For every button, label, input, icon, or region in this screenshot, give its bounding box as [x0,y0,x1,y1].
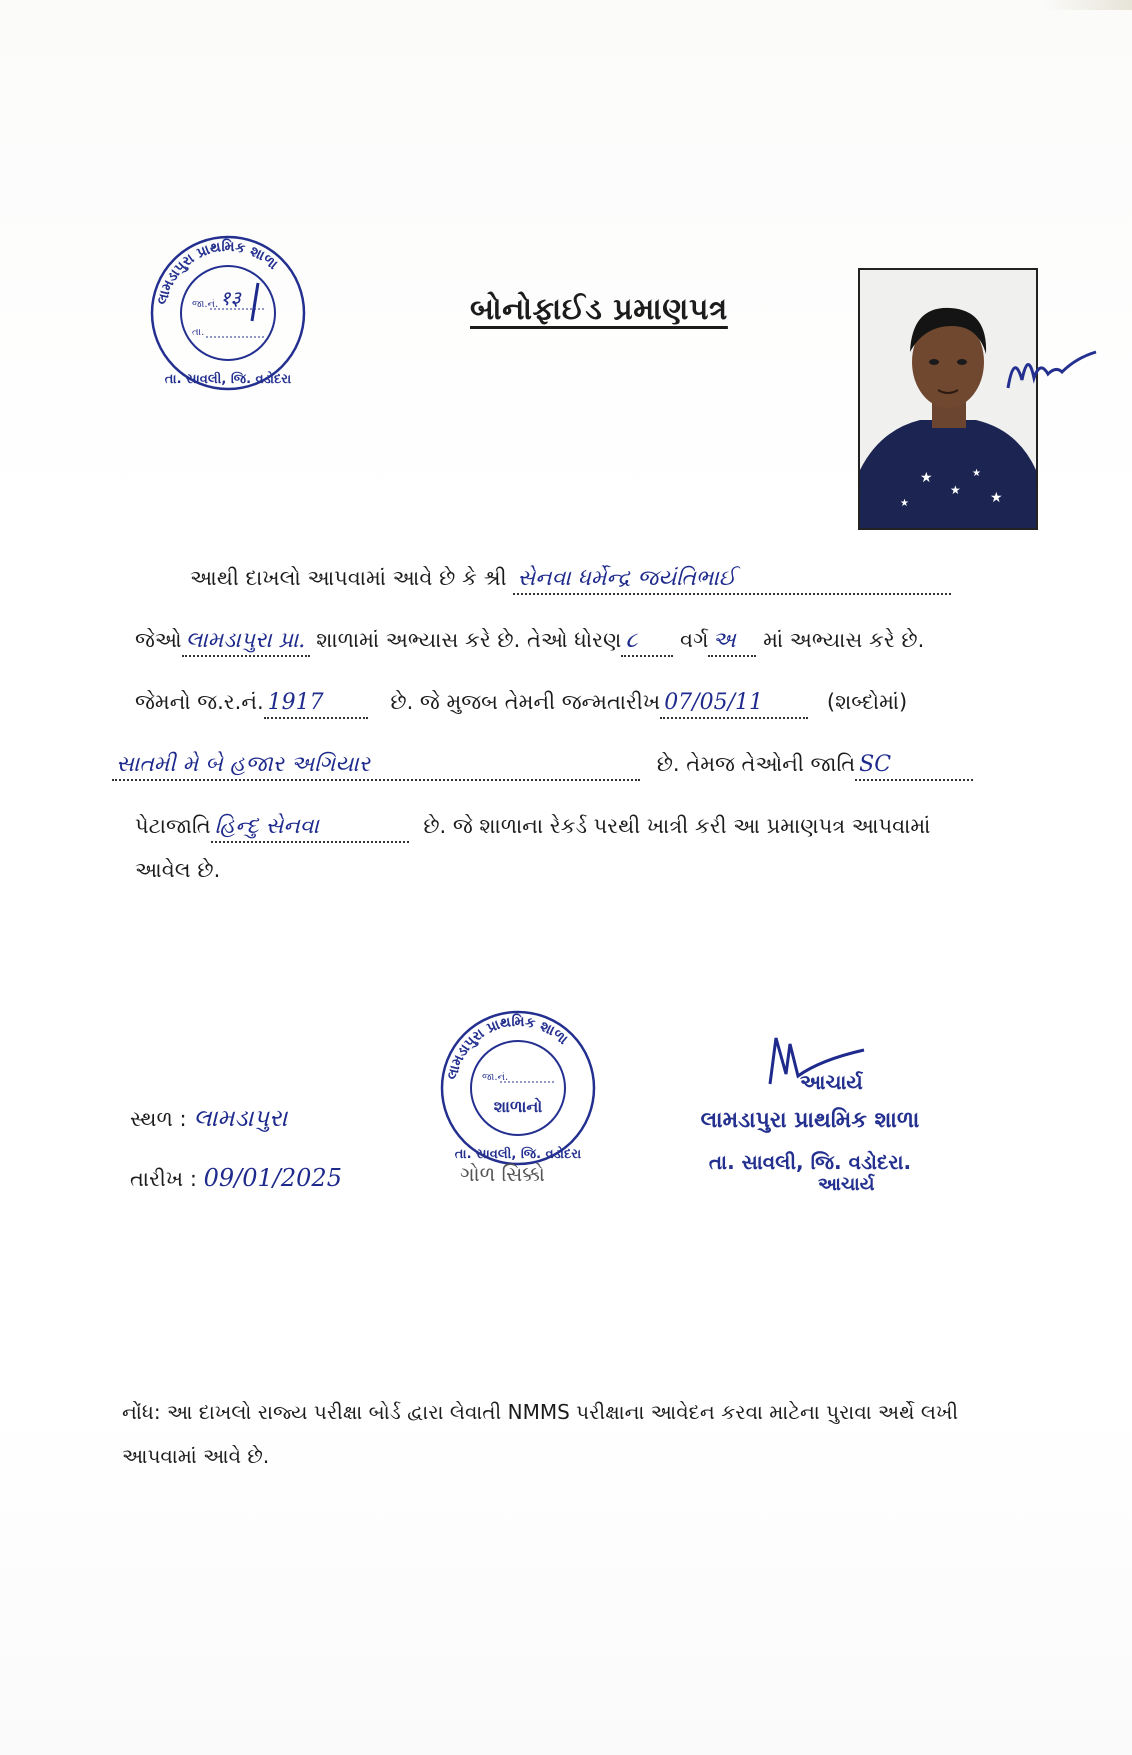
svg-text:★: ★ [972,468,981,479]
body-line-5 [135,814,930,843]
class-field [708,628,756,657]
dob-field [660,690,808,719]
certificate-title: બોનોફાઈડ પ્રમાણપત્ર [470,292,728,327]
stamp-ring-text: લામડાપુરા પ્રાથમિક શાળા [154,238,281,307]
dob-words-field [112,752,640,781]
center-stamp-text: શાળાનો [493,1097,543,1116]
place-label: સ્થળ : [130,1107,187,1131]
student-name-field [513,566,951,595]
paper-edge-mark [1042,0,1132,10]
line3-prefix: જેમનો જ.ર.નં. [135,690,264,714]
svg-text:લામડાપુરા પ્રાથમિક શાળા [444,1013,571,1081]
dob-value: 07/05/11 [664,690,763,715]
line2-mid1: શાળામાં અભ્યાસ કરે છે. તેઓ ધોરણ [316,628,622,652]
body-line-1 [190,566,951,595]
svg-text:★: ★ [990,490,1003,506]
line2-mid2: વર્ગ [680,628,709,652]
footer-place [130,1104,287,1132]
line5-prefix: પેટાજાતિ [135,814,211,838]
line2-prefix: જેઓ [135,628,182,652]
note-line-2: આપવામાં આવે છે. [122,1444,270,1468]
svg-text:લામડાપુરા પ્રાથમિક શાળા [154,238,281,306]
line2-suffix: માં અભ્યાસ કરે છે. [763,628,925,652]
caste-field [855,752,973,781]
school-name-line: લામડાપુરા પ્રાથમિક શાળા [700,1108,920,1133]
center-stamp-ring-text: લામડાપુરા પ્રાથમિક શાળા [444,1013,571,1082]
date-value: 09/01/2025 [203,1164,342,1192]
school-value: લામડાપુરા પ્રા. [185,628,306,653]
school-stamp-center [438,1008,598,1168]
taluka-line: તા. સાવલી, જિ. વડોદરા. [708,1150,912,1174]
footer-note [122,1390,958,1478]
caste-value: SC [859,752,892,777]
stamp-date-label: તા. [192,327,205,338]
body-line-4 [112,752,973,781]
subcaste-field [211,814,409,843]
principal-title: આચાર્ય [800,1070,863,1094]
photo-signature [1000,340,1100,404]
center-stamp-place-text: તા. સાવલી, જિ. વડોદરા [454,1147,582,1162]
body-line-2 [135,628,924,657]
place-value: લામડાપુરા [193,1104,288,1132]
stamp-place-text: તા. સાવલી, જિ. વડોદરા [164,372,292,387]
date-label: તારીખ : [130,1167,197,1191]
line5-suffix: છે. જે શાળાના રેકર્ડ પરથી ખાત્રી કરી આ પ્રમાણપત્ર આપવામાં [423,814,931,838]
stamp-inward-value: १३ [220,286,241,310]
gr-no-field [264,690,368,719]
body-line-3 [135,690,907,719]
line4-mid: છે. તેમજ તેઓની જાતિ [656,752,856,776]
standard-value: ૮ [625,628,638,653]
standard-field [621,628,673,657]
principal-caption: આચાર્ય [818,1174,875,1195]
class-value: અ [712,628,736,653]
footer-date [130,1164,342,1192]
line3-mid: છે. જે મુજબ તેમની જન્મતારીખ [390,690,661,714]
note-line-1: નોંધ: આ દાખલો રાજ્ય પરીક્ષા બોર્ડ દ્વારા લેવાતી NMMS પરીક્ષાના આવેદન કરવા માટેના પુરાવા અર્થે લખી [122,1400,959,1424]
student-name-value: સેનવા ધર્મેન્દ્ર જયંતિભાઈ [517,566,736,591]
stamp-caption: ગોળ સિક્કો [460,1162,545,1186]
gr-no-value: 1917 [267,690,324,715]
line1-prefix: આથી દાખલો આપવામાં આવે છે કે શ્રી [190,566,507,590]
stamp-inward-label: જા.નં. [192,299,219,310]
school-field [182,628,310,657]
svg-text:★: ★ [920,470,933,486]
center-stamp-inward-label: જા.નં. [482,1072,509,1083]
svg-text:★: ★ [900,498,909,509]
school-stamp-top [148,233,308,393]
dob-words-value: સાતમી મે બે હજાર અગિયાર [116,752,371,777]
svg-text:★: ★ [950,483,961,497]
body-line-6: આવેલ છે. [135,858,221,882]
line3-suffix: (શબ્દોમાં) [826,690,908,714]
subcaste-value: હિન્દુ સેનવા [214,814,319,839]
